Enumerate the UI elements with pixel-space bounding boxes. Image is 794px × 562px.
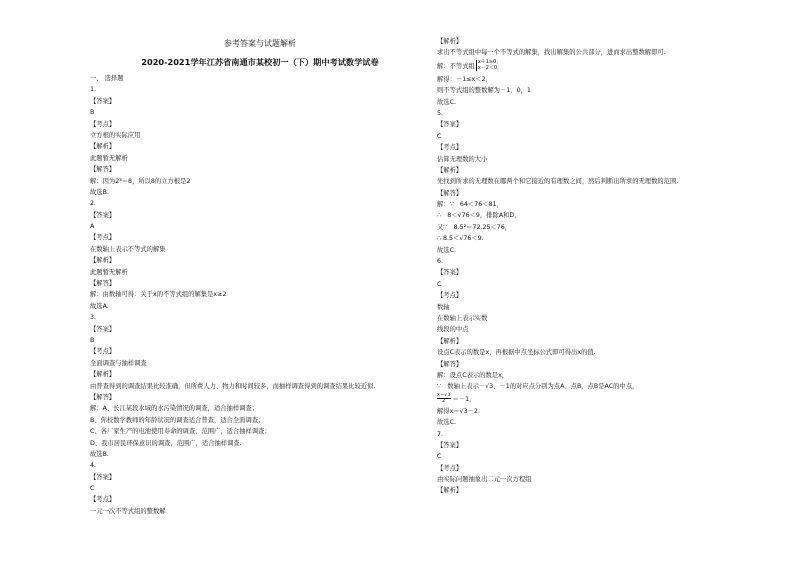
right-post-lines <box>437 406 777 497</box>
text-line: 故选A. <box>90 302 109 310</box>
text-line: 则不等式组的整数解为－1，0，1 <box>437 87 531 95</box>
text-line: 故选C. <box>437 246 456 254</box>
text-line: C <box>437 280 442 288</box>
text-line: A <box>90 223 95 231</box>
text-line: 由实际问题抽象出二元一次方程组 <box>437 476 532 484</box>
text-line: 【答案】 <box>437 441 463 449</box>
text-line: 【答案】 <box>437 269 463 277</box>
text-line: 【答案】 <box>90 97 116 105</box>
text-line: 立方根的实际应用 <box>90 131 141 139</box>
text-line: ∴ 8＜√76＜9，排除A和D， <box>437 212 521 220</box>
system-line-2: x－2＜0， <box>477 64 503 71</box>
text-line: 此题暂无解析 <box>90 268 128 276</box>
text-line: 【解答】 <box>437 360 463 368</box>
text-line: 设点C表示的数是x，再根据中点坐标公式即可得出x的值. <box>437 349 596 357</box>
text-line: 解得x＝√3－2. <box>437 407 480 415</box>
text-line: 【答案】 <box>90 473 116 481</box>
text-line: 【解答】 <box>90 280 116 288</box>
text-line: 在数轴上表示实数 <box>437 314 488 322</box>
text-line: 故选B. <box>90 450 109 458</box>
system-line-1: x＋1≥0， <box>477 59 502 66</box>
text-line: 【解析】 <box>437 487 463 495</box>
fraction-equation-line <box>437 393 777 406</box>
right-text-lines <box>437 74 777 393</box>
document-title: 参考答案与试题解析 <box>224 39 296 48</box>
text-line: 【解析】 <box>437 337 463 345</box>
text-line: 【解析】 <box>437 166 463 174</box>
text-line: 7. <box>437 430 444 438</box>
text-line: 【解析】 <box>90 371 116 379</box>
text-line: 【考点】 <box>437 464 463 472</box>
text-line: B <box>90 336 95 344</box>
text-line: 解：∵ 64＜76＜81， <box>437 201 503 209</box>
text-line: 估算无理数的大小 <box>437 155 488 163</box>
text-line: 解：设点C表示的数是x， <box>437 371 509 379</box>
text-line: C <box>437 132 442 140</box>
text-line: 先找到所求的无理数在哪两个和它接近的有理数之间，然后判断出所求的无理数的范围. <box>437 178 679 186</box>
text-line: 又∵ 8.5²＝72.25＜76， <box>437 223 512 231</box>
text-line: 【解答】 <box>90 393 116 401</box>
text-line: C <box>437 453 442 461</box>
text-line: 一、 选择题 <box>90 75 124 82</box>
text-line: 【答案】 <box>90 211 116 219</box>
text-line: 解：因为2³＝8，所以8的立方根是2 <box>90 177 191 185</box>
fraction-rest: ＝－1， <box>452 395 476 403</box>
text-line: B <box>90 109 95 117</box>
text-line: 线段的中点 <box>437 326 469 334</box>
fraction-numerator: x−√3 <box>437 392 451 399</box>
system-prefix: 解：不等式组 <box>437 62 475 70</box>
fraction <box>437 393 451 404</box>
text-line: 【考点】 <box>437 292 463 300</box>
fraction-denominator: 2 <box>442 398 446 405</box>
text-line: 1. <box>90 86 97 94</box>
inequality-system-line <box>437 59 777 74</box>
text-line: 故选B. <box>90 188 109 196</box>
left-text-lines <box>90 73 430 517</box>
text-line: 【解析】 <box>437 38 463 45</box>
text-line: 此题暂无解析 <box>90 154 128 162</box>
text-line: 2. <box>90 200 97 208</box>
right-column <box>437 36 777 497</box>
text-line: 【解析】 <box>90 143 116 151</box>
text-line: 【考点】 <box>90 234 116 242</box>
left-column <box>90 36 430 517</box>
text-line: 【解析】 <box>90 257 116 265</box>
text-line: 【考点】 <box>437 144 463 152</box>
text-line: 在数轴上表示不等式的解集 <box>90 245 166 253</box>
text-line: 解：由数轴可得：关于x的不等式组的解集是x≥2 <box>90 291 227 299</box>
text-line: 故选C. <box>437 98 456 106</box>
text-line: 数轴 <box>437 303 450 311</box>
text-line: 4. <box>90 462 97 470</box>
text-line: 6. <box>437 258 444 266</box>
text-line: 【考点】 <box>90 496 116 504</box>
text-line: 5. <box>437 109 444 117</box>
text-line: 解：A、长江某段水域的水污染情况的调查，适合抽样调查； <box>90 405 259 413</box>
text-line: C、各厂家生产的电池使用寿命的调查，范围广，适合抽样调查； <box>90 428 271 436</box>
text-line: 3. <box>90 314 97 322</box>
text-line: ∴ 8.5＜√76＜9. <box>437 235 484 243</box>
text-line: 求出不等式组中每一个不等式的解集，找出解集的公共部分，进而求出整数解即可. <box>437 49 666 57</box>
text-line: 【解答】 <box>437 189 463 197</box>
text-line: 全面调查与抽样调查 <box>90 359 147 367</box>
text-line: 由普查得到的调查结果比较准确，但所费人力、物力和时间较多，而抽样调查得到的调查结果比较近似. <box>90 382 376 390</box>
text-line: B、你校数学教师的年龄状况的调查适合普查，适合全面调查； <box>90 416 265 424</box>
right-pre-lines <box>437 36 777 59</box>
text-line: 故选C. <box>437 419 456 427</box>
text-line: 【解答】 <box>90 166 116 174</box>
text-line: 【考点】 <box>90 348 116 356</box>
text-line: D、我市居民环保意识的调查，范围广，适合抽样调查. <box>90 439 242 447</box>
text-line: 解得：－1≤x＜2， <box>437 75 492 83</box>
exam-subtitle: 2020-2021学年江苏省南通市某校初一（下）期中考试数学试卷 <box>141 57 379 67</box>
text-line: C <box>90 485 95 493</box>
text-line: ∵ 数轴上表示－√3、－1的对应点分别为点A、点B，点B是AC的中点， <box>437 383 639 391</box>
text-line: 【答案】 <box>437 121 463 129</box>
text-line: 【考点】 <box>90 120 116 128</box>
text-line: 【答案】 <box>90 325 116 333</box>
inequality-system <box>476 60 502 71</box>
text-line: 一元一次不等式组的整数解 <box>90 507 166 515</box>
